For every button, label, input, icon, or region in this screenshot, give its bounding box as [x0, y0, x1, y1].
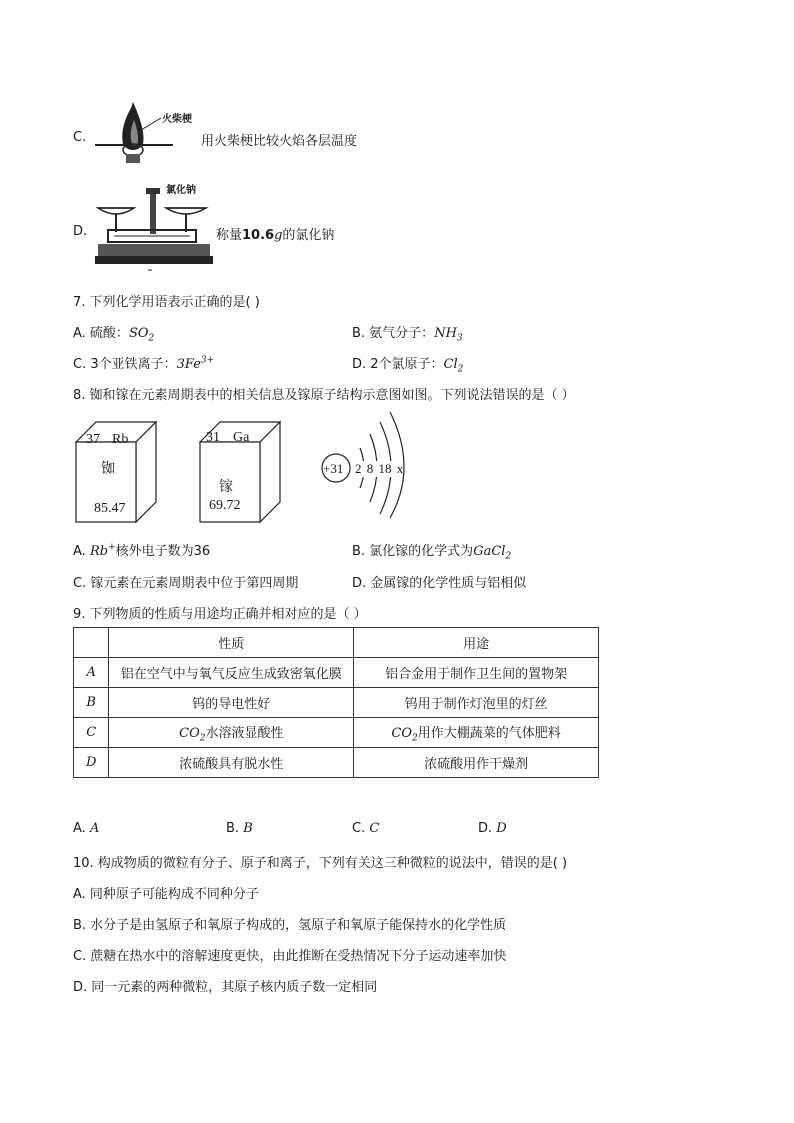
q7-c-formula: 3Fe	[176, 357, 201, 372]
q8-a-sup: +	[108, 542, 116, 553]
option-d-letter[interactable]: D.	[73, 224, 88, 239]
q7-d-pre: D. 2个氯原子：	[352, 357, 444, 372]
row-label: C	[74, 718, 109, 748]
q7-c-pre: C. 3个亚铁离子：	[73, 357, 177, 372]
q9-a-pre: A.	[73, 821, 90, 836]
q7-a-formula: SO	[128, 326, 149, 341]
q7-d-formula: Cl	[443, 357, 458, 372]
q8-b-pre: B. 氯化镓的化学式为	[352, 544, 474, 559]
q8-a-post: 核外电子数为36	[115, 544, 211, 559]
rb-symbol: Rb	[112, 432, 129, 447]
property-cell: 浓硫酸具有脱水性	[109, 748, 354, 778]
q8-a-pre: A.	[73, 544, 90, 559]
q9-stem: 9. 下列物质的性质与用途均正确并相对应的是（ ）	[73, 607, 367, 622]
q7-option-a[interactable]	[73, 322, 154, 344]
q9-option-d[interactable]	[478, 821, 507, 836]
rb-mass: 85.47	[94, 501, 126, 516]
row-label: B	[74, 688, 109, 718]
option-c-letter[interactable]: C.	[73, 130, 87, 145]
gallium-nucleus-charge: +31	[323, 461, 344, 476]
q8-a-formula: Rb	[89, 544, 109, 559]
option-d-text-pre: 称量	[216, 228, 243, 243]
table-row	[74, 718, 599, 748]
table-header-cell	[74, 628, 109, 658]
table-row	[74, 688, 599, 718]
q7-option-b[interactable]	[352, 322, 463, 344]
table-header-row	[74, 628, 599, 658]
q9-d-pre: D.	[478, 821, 497, 836]
q9-c-pre: C.	[352, 821, 370, 836]
q8-option-b[interactable]	[352, 540, 511, 562]
q9-option-a[interactable]	[73, 821, 99, 836]
q7-b-formula: NH	[434, 326, 457, 341]
q7-b-pre: B. 氨气分子：	[352, 326, 435, 341]
match-label: 火柴梗	[162, 114, 192, 125]
q7-a-sub: 2	[148, 333, 155, 344]
use-cell	[354, 718, 599, 748]
ga-name: 镓	[219, 479, 233, 495]
q10-stem: 10. 构成物质的微粒有分子、原子和离子，下列有关这三种微粒的说法中，错误的是( )	[73, 856, 568, 871]
q7-b-sub: 3	[456, 333, 463, 344]
q7-option-c[interactable]	[73, 353, 214, 372]
table-row	[74, 748, 599, 778]
q8-b-sub: 2	[505, 551, 512, 562]
use-text: 用作大棚蔬菜的气体肥料	[417, 725, 561, 741]
q8-option-d[interactable]: D. 金属镓的化学性质与铝相似	[352, 576, 527, 591]
formula: CO	[179, 725, 200, 741]
balance-figure	[94, 180, 219, 275]
q9-option-c[interactable]	[352, 821, 379, 836]
formula: CO	[391, 725, 413, 741]
rb-atomic-number: 37	[86, 432, 100, 447]
property-cell: 钨的导电性好	[109, 688, 354, 718]
nacl-label: 氯化钠	[166, 185, 196, 196]
option-c-text[interactable]: 用火柴梗比较火焰各层温度	[201, 134, 358, 149]
q7-d-sub: 2	[457, 364, 464, 375]
q7-stem: 7. 下列化学用语表示正确的是( )	[73, 295, 260, 310]
property-cell	[109, 718, 354, 748]
q7-option-d[interactable]	[352, 353, 463, 375]
q7-c-sup: 3+	[200, 355, 215, 366]
q10-option-c[interactable]: C. 蔗糖在热水中的溶解速度更快，由此推断在受热情况下分子运动速率加快	[73, 949, 507, 964]
q10-option-a[interactable]: A. 同种原子可能构成不同种分子	[73, 887, 259, 902]
q9-table	[73, 627, 599, 778]
option-d-text[interactable]	[216, 224, 334, 243]
table-row	[74, 658, 599, 688]
q8-option-a[interactable]	[73, 540, 210, 559]
option-d-mass-value: 10.6	[242, 228, 275, 243]
q8-b-formula: GaCl	[473, 544, 506, 559]
row-label: D	[74, 748, 109, 778]
q8-stem: 8. 铷和镓在元素周期表中的相关信息及镓原子结构示意图如图。下列说法错误的是（ ）	[73, 388, 575, 403]
q9-b-val: B	[243, 821, 253, 836]
property-text: 水溶液显酸性	[205, 725, 284, 741]
q9-a-val: A	[89, 821, 100, 836]
table-header-cell: 用途	[354, 628, 599, 658]
q9-b-pre: B.	[226, 821, 244, 836]
q9-d-val: D	[496, 821, 507, 836]
option-d-text-post: 的氯化钠	[282, 228, 335, 243]
ga-atomic-number: 31	[206, 430, 220, 445]
property-cell: 铝在空气中与氧气反应生成致密氧化膜	[109, 658, 354, 688]
table-header-cell: 性质	[109, 628, 354, 658]
rb-name: 铷	[101, 461, 115, 477]
q9-option-b[interactable]	[226, 821, 253, 836]
q10-option-b[interactable]: B. 水分子是由氢原子和氧原子构成的，氢原子和氧原子能保持水的化学性质	[73, 918, 507, 933]
q9-c-val: C	[369, 821, 380, 836]
formula-sub: 2	[199, 733, 206, 744]
q7-a-pre: A. 硫酸：	[73, 326, 129, 341]
q10-option-d[interactable]: D. 同一元素的两种微粒，其原子核内质子数一定相同	[73, 980, 378, 995]
q8-option-c[interactable]: C. 镓元素在元素周期表中位于第四周期	[73, 576, 299, 591]
use-cell: 浓硫酸用作干燥剂	[354, 748, 599, 778]
use-cell: 钨用于制作灯泡里的灯丝	[354, 688, 599, 718]
formula-sub: 2	[412, 733, 418, 744]
option-d-unit: g	[274, 228, 283, 243]
use-cell: 铝合金用于制作卫生间的置物架	[354, 658, 599, 688]
gallium-electron-shells: 2 8 18 x	[355, 461, 404, 476]
row-label: A	[74, 658, 109, 688]
ga-mass: 69.72	[209, 498, 241, 513]
ga-symbol: Ga	[233, 430, 250, 445]
